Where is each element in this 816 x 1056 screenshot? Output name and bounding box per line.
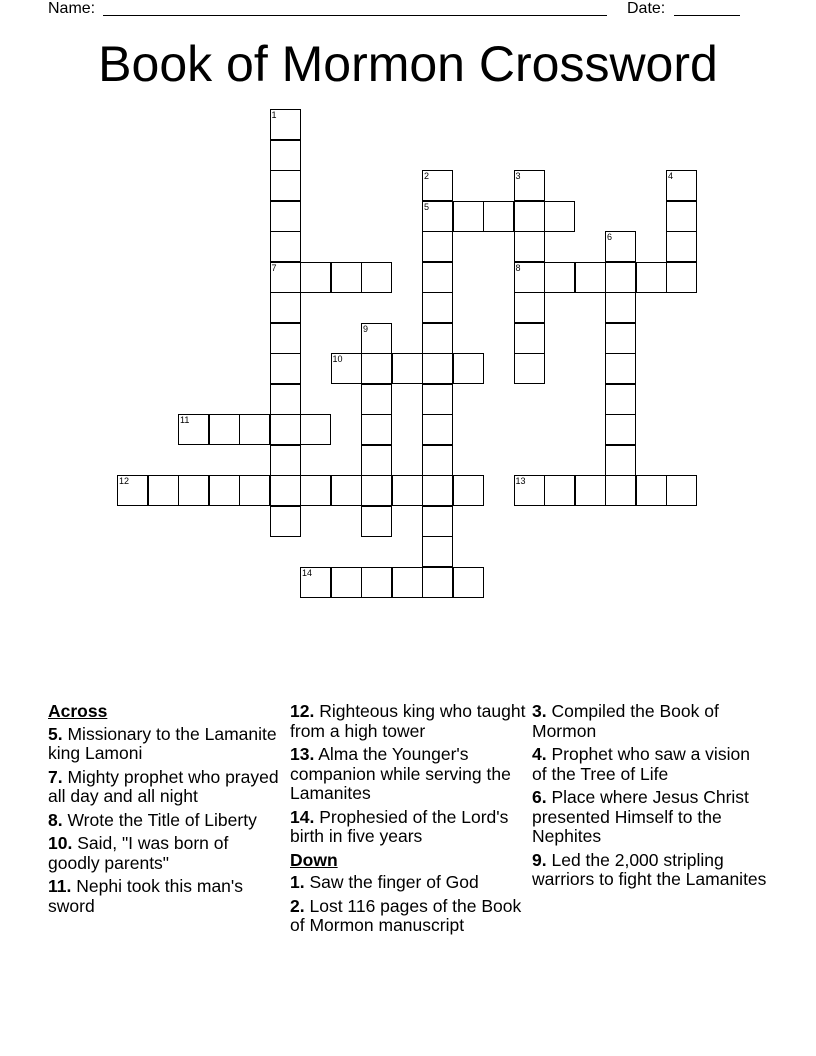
grid-cell[interactable]	[453, 475, 484, 506]
grid-cell[interactable]	[605, 323, 636, 354]
grid-cell[interactable]	[514, 323, 545, 354]
grid-cell[interactable]	[544, 262, 575, 293]
grid-cell[interactable]	[361, 353, 392, 384]
grid-cell[interactable]	[361, 262, 392, 293]
clue-number: 6	[607, 232, 613, 242]
clue-across-12: 12. Righteous king who taught from a high tower	[290, 701, 526, 741]
grid-cell[interactable]	[270, 292, 301, 323]
grid-cell[interactable]	[300, 262, 331, 293]
grid-cell[interactable]	[361, 567, 392, 598]
clue-number: 12	[119, 476, 130, 486]
clue-across-7: 7. Mighty prophet who prayed all day and all night	[48, 766, 279, 806]
grid-cell[interactable]	[666, 201, 697, 232]
grid-cell[interactable]	[636, 262, 667, 293]
grid-cell[interactable]	[514, 170, 545, 201]
grid-cell[interactable]	[392, 567, 423, 598]
grid-cell[interactable]	[422, 262, 453, 293]
clue-number: 9	[363, 323, 369, 334]
grid-cell[interactable]	[361, 506, 392, 537]
grid-cell[interactable]	[239, 475, 270, 506]
grid-cell[interactable]	[422, 201, 453, 232]
grid-cell[interactable]	[422, 353, 453, 384]
grid-cell[interactable]	[605, 445, 636, 476]
grid-cell[interactable]	[392, 353, 423, 384]
grid-cell[interactable]	[270, 140, 301, 171]
grid-cell[interactable]	[270, 445, 301, 476]
grid-cell[interactable]	[605, 414, 636, 445]
clue-number: 14	[302, 567, 313, 578]
page-title: Book of Mormon Crossword	[98, 36, 718, 92]
grid-cell[interactable]	[514, 262, 545, 293]
grid-cell[interactable]	[209, 475, 240, 506]
clue-number: 13	[515, 476, 526, 486]
grid-cell[interactable]	[605, 353, 636, 384]
grid-cell[interactable]	[514, 475, 545, 506]
clues-column-2	[290, 702, 526, 940]
grid-cell[interactable]	[636, 475, 667, 506]
grid-cell[interactable]	[361, 414, 392, 445]
grid-cell[interactable]	[361, 323, 392, 354]
clue-down-9: 9. Led the 2,000 stripling warriors to fight the Lamanites	[532, 849, 767, 889]
grid-cell[interactable]	[575, 475, 606, 506]
grid-cell[interactable]	[544, 475, 575, 506]
clue-number: 8	[515, 262, 521, 273]
across-heading: Across	[48, 701, 108, 721]
grid-cell[interactable]	[270, 170, 301, 201]
grid-cell[interactable]	[361, 475, 392, 506]
grid-cell[interactable]	[422, 231, 453, 262]
grid-cell[interactable]	[422, 475, 453, 506]
clue-number: 4	[668, 171, 674, 181]
grid-cell[interactable]	[270, 414, 301, 445]
grid-cell[interactable]	[331, 353, 362, 384]
grid-cell[interactable]	[178, 475, 209, 506]
grid-cell[interactable]	[270, 384, 301, 415]
grid-cell[interactable]	[422, 414, 453, 445]
grid-cell[interactable]	[331, 475, 362, 506]
grid-cell[interactable]	[117, 475, 148, 506]
grid-cell[interactable]	[331, 567, 362, 598]
clue-number: 10	[332, 354, 343, 364]
grid-cell[interactable]	[453, 567, 484, 598]
grid-cell[interactable]	[270, 475, 301, 506]
grid-cell[interactable]	[148, 475, 179, 506]
clue-across-5: 5. Missionary to the Lamanite king Lamoni	[48, 723, 277, 763]
grid-cell[interactable]	[514, 201, 545, 232]
grid-cell[interactable]	[270, 353, 301, 384]
clue-number: 5	[424, 201, 430, 212]
grid-cell[interactable]	[361, 445, 392, 476]
grid-cell[interactable]	[666, 262, 697, 293]
grid-cell[interactable]	[270, 201, 301, 232]
grid-cell[interactable]	[544, 201, 575, 232]
clue-across-10: 10. Said, "I was born of goodly parents"	[48, 833, 229, 873]
grid-cell[interactable]	[422, 536, 453, 567]
name-label: Name:	[48, 0, 96, 17]
grid-cell[interactable]	[514, 353, 545, 384]
grid-cell[interactable]	[300, 475, 331, 506]
grid-cell[interactable]	[483, 201, 514, 232]
grid-cell[interactable]	[239, 414, 270, 445]
clue-down-6: 6. Place where Jesus Christ presented Himself to the Nephites	[532, 787, 749, 846]
clue-number: 2	[424, 171, 430, 181]
grid-cell[interactable]	[666, 231, 697, 262]
grid-cell[interactable]	[575, 262, 606, 293]
clue-down-3: 3. Compiled the Book of Mormon	[532, 701, 719, 741]
grid-cell[interactable]	[361, 384, 392, 415]
grid-cell[interactable]	[270, 262, 301, 293]
clue-number: 3	[515, 171, 521, 181]
grid-cell[interactable]	[422, 567, 453, 598]
grid-cell[interactable]	[605, 231, 636, 262]
clue-down-1: 1. Saw the finger of God	[290, 872, 479, 892]
clue-across-14: 14. Prophesied of the Lord's birth in five years	[290, 806, 509, 846]
clue-down-4: 4. Prophet who saw a vision of the Tree of Life	[532, 744, 750, 784]
clue-across-11: 11. Nephi took this man's sword	[48, 876, 244, 916]
grid-cell[interactable]	[209, 414, 240, 445]
grid-cell[interactable]	[270, 231, 301, 262]
grid-cell[interactable]	[331, 262, 362, 293]
clue-down-2: 2. Lost 116 pages of the Book of Mormon manuscript	[290, 895, 522, 935]
grid-cell[interactable]	[422, 323, 453, 354]
grid-cell[interactable]	[453, 353, 484, 384]
clue-across-13: 13. Alma the Younger's companion while serving the Lamanites	[290, 744, 511, 803]
grid-cell[interactable]	[514, 231, 545, 262]
grid-cell[interactable]	[422, 292, 453, 323]
date-label: Date:	[627, 0, 666, 17]
clues-column-1	[48, 702, 284, 920]
clue-number: 11	[180, 415, 190, 425]
clue-across-8: 8. Wrote the Title of Liberty	[48, 809, 257, 830]
grid-cell[interactable]	[392, 475, 423, 506]
grid-cell[interactable]	[422, 445, 453, 476]
down-heading: Down	[290, 849, 338, 870]
grid-cell[interactable]	[270, 506, 301, 537]
grid-cell[interactable]	[300, 567, 331, 598]
grid-cell[interactable]	[422, 170, 453, 201]
grid-cell[interactable]	[666, 170, 697, 201]
grid-cell[interactable]	[270, 109, 301, 140]
grid-cell[interactable]	[422, 384, 453, 415]
grid-cell[interactable]	[605, 292, 636, 323]
grid-cell[interactable]	[605, 262, 636, 293]
grid-cell[interactable]	[422, 506, 453, 537]
grid-cell[interactable]	[605, 475, 636, 506]
grid-cell[interactable]	[300, 414, 331, 445]
grid-cell[interactable]	[453, 201, 484, 232]
clues-column-3	[532, 702, 768, 894]
grid-cell[interactable]	[178, 414, 209, 445]
grid-cell[interactable]	[666, 475, 697, 506]
grid-cell[interactable]	[514, 292, 545, 323]
grid-cell[interactable]	[605, 384, 636, 415]
grid-cell[interactable]	[270, 323, 301, 354]
clue-number: 7	[271, 262, 277, 273]
clue-number: 1	[271, 110, 277, 120]
